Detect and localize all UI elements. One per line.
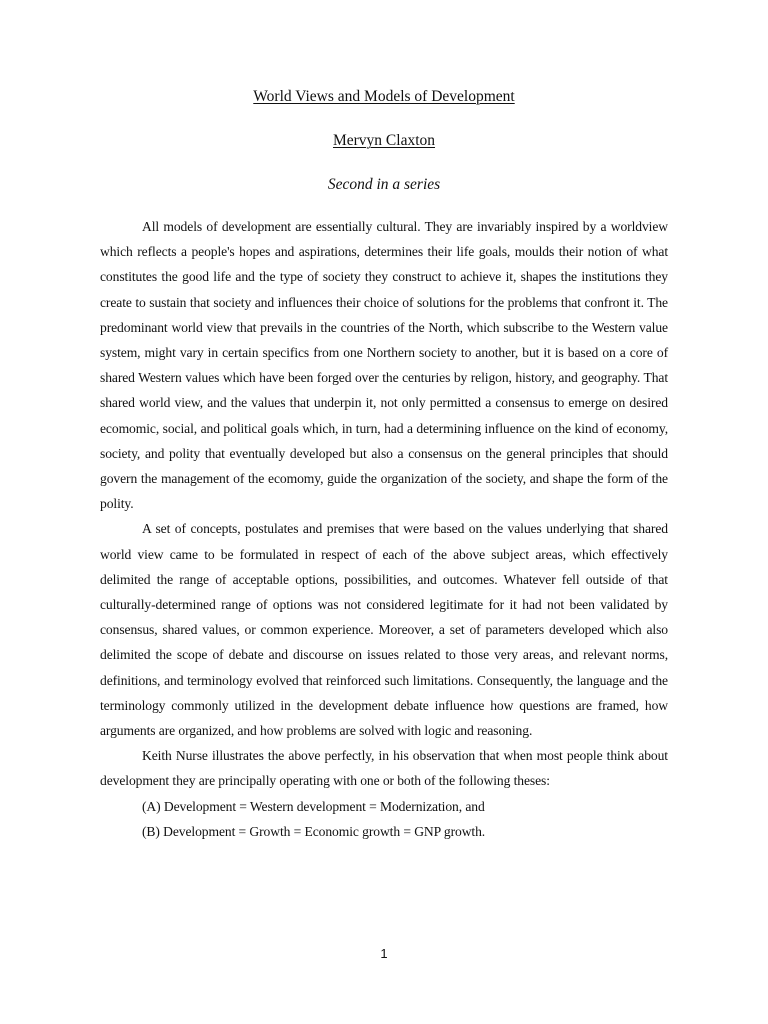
author-name-text: Mervyn Claxton <box>332 132 436 149</box>
thesis-b: (B) Development = Growth = Economic growth = GNP growth. <box>142 823 486 839</box>
paragraph: A set of concepts, postulates and premises that were based on the values underlying that shared world view came to be formulated in respect of each of the above subject areas, which effectively delimited the range of acceptable options, possibilities, and outcomes. Whatever fell outside of that culturally-determined range of options was not considered legitimate for it had not been validated by consensus, shared values, or common experience. Moreover, a set of parameters developed which also delimited the scope of debate and discourse on issues related to those very areas, and relevant norms, definitions, and terminology evolved that reinforced such limitations. Consequently, the language and the terminology commonly utilized in the development debate influence how questions are framed, how arguments are organized, and how problems are solved with logic and reasoning. <box>100 521 668 739</box>
document-title-text: World Views and Models of Development <box>253 88 515 105</box>
document-title <box>0 87 768 107</box>
author-name <box>0 131 768 151</box>
thesis-a: (A) Development = Western development = Modernization, and <box>142 798 485 814</box>
paragraph: Keith Nurse illustrates the above perfectly, in his observation that when most people think about development they are principally operating with one or both of the following theses: <box>100 748 668 789</box>
body-text <box>100 214 668 844</box>
paragraph: All models of development are essentially cultural. They are invariably inspired by a worldview which reflects a people's hopes and aspirations, determines their life goals, moulds their notion of what constitutes the good life and the type of society they construct to achieve it, shapes the institutions they create to sustain that society and influences their choice of solutions for the problems that confront it. The predominant world view that prevails in the countries of the North, which subscribe to the Western value system, might vary in certain specifics from one Northern society to another, but it is based on a core of shared Western values which have been forged over the centuries by religon, history, and geography. That shared world view, and the values that underpin it, not only permitted a consensus to emerge on desired ecomomic, social, and political goals which, in turn, had a determining influence on the kind of economy, society, and polity that eventually developed but also a consensus on the general principles that should govern the management of the ecomomy, guide the organization of the society, and shape the form of the polity. <box>100 219 668 512</box>
series-subtitle: Second in a series <box>327 176 441 193</box>
page-number: 1 <box>380 946 388 961</box>
